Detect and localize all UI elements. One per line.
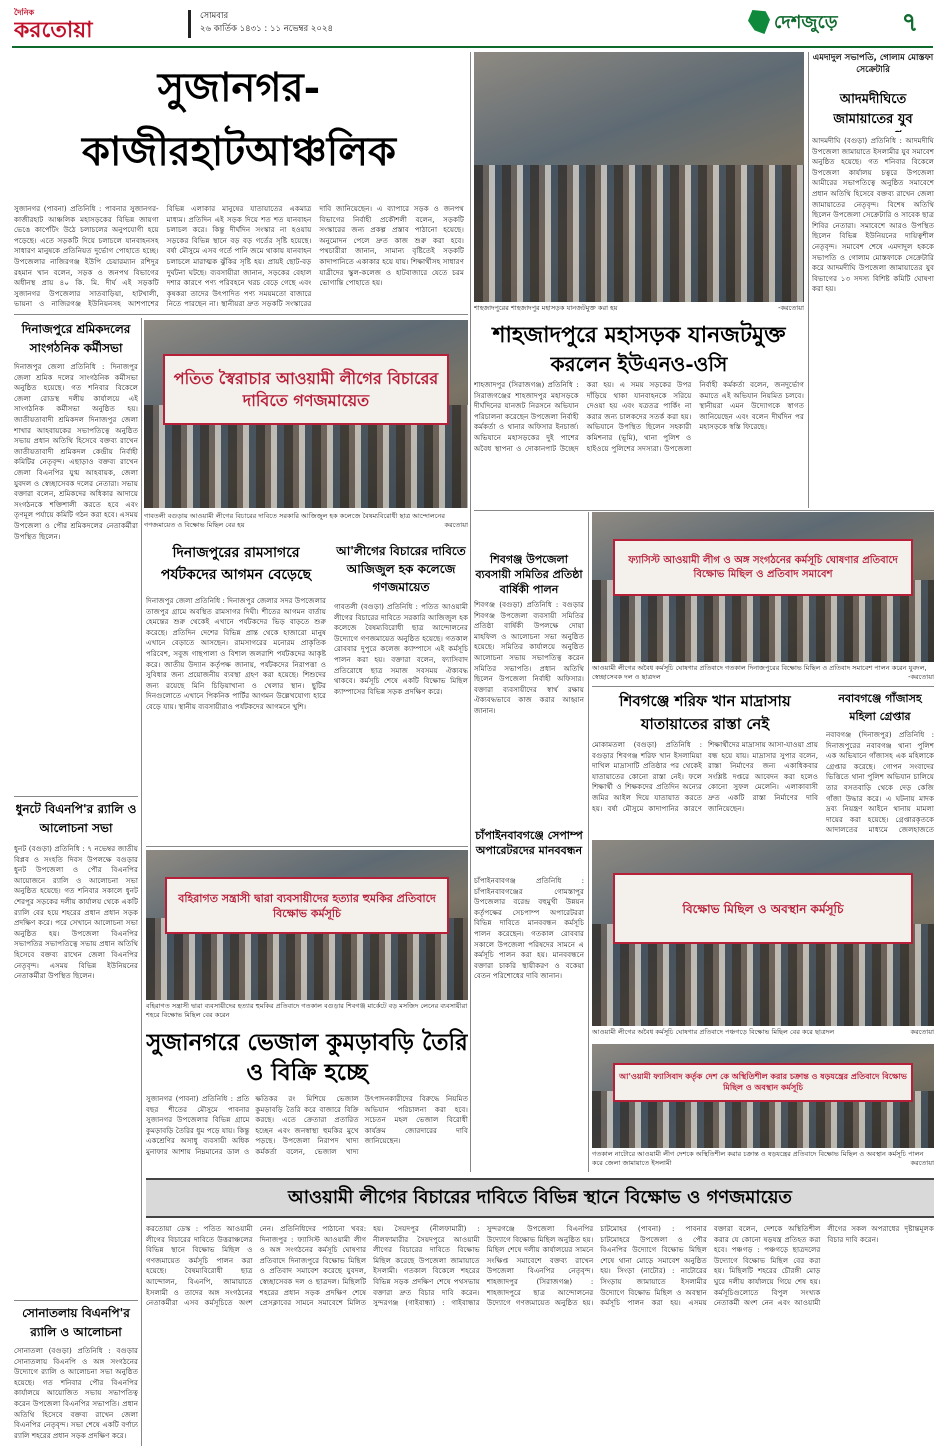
photo-dinajpur-credit: -করতোয়া <box>908 673 934 681</box>
photo-dinajpur-banner: ফ্যাসিস্ট আওয়ামী লীগ ও অঙ্গ সংগঠনের কর্মসূচি ঘোষণার প্রতিবাদে বিক্ষোভ মিছিল ও প্রতিবাদ সমাবেশ <box>613 539 914 596</box>
a7-headline: চাঁপাইনবাবগঞ্জে সেপাম্প অপারেটরদের মানববন্ধন <box>475 829 583 857</box>
a3-headline: দিনাজপুরে শ্রমিকদলের সাংগঠনিক কর্মীসভা <box>21 322 131 355</box>
column-rule <box>808 52 809 508</box>
a2-body: শাহজাদপুর (সিরাজগঞ্জ) প্রতিনিধি : সিরাজগঞ্জের শাহজাদপুর মহাসড়কে দীর্ঘদিনের যানজট নিরসনে অভিযান পরিচালনা করেছেন উপজেলা নির্বাহী কর্মকর্তা ও থানার অফিসার ইনচার্জ। অভিযানে মহাসড়কের দুই পাশের অবৈধ স্থাপনা ও দোকানপাট উচ্ছেদ করা হয়। এ সময় সড়কের উপর দাঁড়িয়ে থাকা যানবাহনকে সরিয়ে দেওয়া হয় এবং যত্রতত্র পার্কিং না করার জন্য চালকদের সতর্ক করা হয়। অভিযানে উপস্থিত ছিলেন সহকারী কমিশনার (ভূমি), থানা পুলিশ ও হাইওয়ে পুলিশের সদস্যরা। উপজেলা নির্বাহী কর্মকর্তা বলেন, জনদুর্ভোগ কমাতে এই অভিযান নিয়মিত চলবে। স্থানীয়রা এমন উদ্যোগকে স্বাগত জানিয়েছেন এবং বলেন দীর্ঘদিন পর মহাসড়কে স্বস্তি ফিরেছে। <box>474 380 804 453</box>
photo-bogura-caption: গাবতলী বগুড়ায় আওয়ামী লীগের বিচারের দাবিতে সরকারি আজিজুল হক কলেজে বৈষম্যবিরোধী ছাত্র আন্দোলনের গণজমায়েত ও বিক্ষোভ মিছিল বের হয় <box>144 512 445 529</box>
column-rule <box>470 52 471 1172</box>
a2-headline-2: করলেন ইউএনও-ওসি <box>550 352 728 376</box>
photo-bogura <box>144 320 468 508</box>
a6-body: শিবগঞ্জ (বগুড়া) প্রতিনিধি : বগুড়ার শিবগঞ্জ উপজেলা ব্যবসায়ী সমিতির প্রতিষ্ঠা বার্ষিকী উপলক্ষে দোয়া মাহফিল ও আলোচনা সভা অনুষ্ঠিত হয়েছে। সমিতির কার্যালয়ে অনুষ্ঠিত আলোচনা সভায় সভাপতিত্ব করেন সমিতির সভাপতি। প্রধান অতিথি ছিলেন উপজেলা নির্বাহী অফিসার। বক্তারা ব্যবসায়ীদের স্বার্থ রক্ষায় ঐক্যবদ্ধভাবে কাজ করার আহ্বান জানান। <box>474 600 584 715</box>
a12-body: সোনাতলা (বগুড়া) প্রতিনিধি : বগুড়ার সোনাতলায় বিএনপি ও অঙ্গ সংগঠনের উদ্যোগে র‌্যালি ও আলোচনা সভা অনুষ্ঠিত হয়েছে। গত শনিবার পৌর বিএনপির কার্যালয়ে আয়োজিত সভায় সভাপতিত্ব করেন উপজেলা বিএনপির সভাপতি। প্রধান অতিথি হিসেবে বক্তব্য রাখেন জেলা বিএনপির নেতৃবৃন্দ। সভা শেষে একটি বর্ণাঢ্য র‌্যালি শহরের প্রধান সড়ক প্রদক্ষিণ করে। <box>14 1346 138 1440</box>
photo-dinajpur-caption-wrap <box>592 664 934 684</box>
r1-headline: আদমদীঘিতে জামায়াতের যুব <box>833 92 913 127</box>
row-rule <box>474 510 934 511</box>
photo-top-credit: -করতোয়া <box>778 304 804 312</box>
page-number: ৭ <box>901 8 919 38</box>
a10-body: ধুনট (বগুড়া) প্রতিনিধি : ৭ নভেম্বর জাতীয় বিপ্লব ও সংহতি দিবস উপলক্ষে বগুড়ার ধুনট উপজেলা ও পৌর বিএনপির আয়োজনে র‌্যালি ও আলোচনা সভা অনুষ্ঠিত হয়েছে। গত শনিবার সকালে ধুনট শেরপুর সড়কের দলীয় কার্যালয় থেকে একটি র‌্যালি বের হয়ে শহরের প্রধান প্রধান সড়ক প্রদক্ষিণ করে। পরে সেখানে আলোচনা সভা অনুষ্ঠিত হয়। উপজেলা বিএনপির সভাপতির সভাপতিত্বে সভায় প্রধান অতিথি হিসেবে বক্তব্য রাখেন জেলা বিএনপির নেতৃবৃন্দ। এসময় বিভিন্ন ইউনিয়নের নেতাকর্মীরা উপস্থিত ছিলেন। <box>14 844 138 981</box>
a1-body: সুজানগর (পাবনা) প্রতিনিধি : পাবনার সুজানগর-কাজীরহাট আঞ্চলিক মহাসড়কের বিভিন্ন জায়গা ভেঙে কার্পেটিং উঠে চলাচলের অনুপযোগী হয়ে পড়েছে। এতে সড়কটি দিয়ে চলাচলে যানবাহনসহ সাধারণ মানুষকে প্রতিনিয়ত দুর্ভোগ পোহাতে হচ্ছে। উপজেলার নাজিরগঞ্জ ইউপি চেয়ারম্যান রশিদুর রহমান খান বলেন, সড়ক ও জনপথ বিভাগের অধীনস্থ প্রায় ৪০ কি. মি. দীর্ঘ এই সড়কটি সুজানগর উপজেলার সাতবাড়িয়া, হাটখালী, ভায়না ও নাজিরগঞ্জ ইউনিয়নসহ আশপাশের বিভিন্ন এলাকার মানুষের যাতায়াতের একমাত্র মাধ্যম। প্রতিদিন এই সড়ক দিয়ে শত শত যানবাহন চলাচল করে। কিন্তু দীর্ঘদিন সংস্কার না হওয়ায় সড়কের বিভিন্ন স্থানে বড় বড় গর্তের সৃষ্টি হয়েছে। বর্ষা মৌসুমে এসব গর্তে পানি জমে থাকায় যানবাহন চলাচলে মারাত্মক ঝুঁকির সৃষ্টি হয়। প্রায়ই ছোট-বড় দুর্ঘটনা ঘটছে। ব্যবসায়ীরা জানান, সড়কের বেহাল দশার কারণে পণ্য পরিবহনে খরচ বেড়ে গেছে এবং কৃষকরা তাদের উৎপাদিত পণ্য সময়মতো বাজারে নিতে পারছেন না। স্থানীয়রা দ্রুত সড়কটি সংস্কারের দাবি জানিয়েছেন। এ ব্যাপারে সড়ক ও জনপথ বিভাগের নির্বাহী প্রকৌশলী বলেন, সড়কটি সংস্কারের জন্য প্রকল্প প্রস্তাব পাঠানো হয়েছে। অনুমোদন পেলে দ্রুত কাজ শুরু করা হবে। পথচারীরা জানান, সামান্য বৃষ্টিতেই সড়কটি কাদাপানিতে একাকার হয়ে যায়। শিক্ষার্থীসহ সাধারণ যাত্রীদের স্কুল-কলেজ ও হাটবাজারে যেতে চরম ভোগান্তি পোহাতে হয়। <box>14 204 464 309</box>
photo-top-caption: শাহজাদপুরের শাহজাদপুর মহাসড়ক যানজটমুক্ত করা হয় <box>474 304 618 312</box>
row-rule <box>146 846 468 847</box>
a7-body: চাঁপাইনবাবগঞ্জ প্রতিনিধি : চাঁপাইনবাবগঞ্জের গোমস্তাপুর উপজেলার বরেন্দ্র বহুমুখী উন্নয়ন কর্তৃপক্ষের সেচপাম্প অপারেটররা বিভিন্ন দাবিতে মানববন্ধন কর্মসূচি পালন করেছেন। গতকাল রোববার সকালে উপজেলা পরিষদের সামনে এ কর্মসূচি পালন করা হয়। মানববন্ধনে বক্তারা চাকরি স্থায়ীকরণ ও বকেয়া বেতন পরিশোধের দাবি জানান। <box>474 876 584 981</box>
photo-panchagarh-caption-wrap <box>592 1028 934 1040</box>
photo-top <box>474 52 804 302</box>
column-rule <box>141 318 142 1446</box>
a11-body: সুজানগর (পাবনা) প্রতিনিধি : প্রতি বছর শীতের মৌসুমে পাবনার সুজানগর উপজেলার বিভিন্ন গ্রামে কুমড়াবড়ি তৈরির ধুম পড়ে যায়। কিন্তু একশ্রেণির অসাধু ব্যবসায়ী অধিক মুনাফার আশায় নিম্নমানের ডাল ও ক্ষতিকর রং মিশিয়ে ভেজাল কুমড়াবড়ি তৈরি করে বাজারে বিক্রি করছে। এতে ক্রেতারা প্রতারিত হচ্ছেন এবং জনস্বাস্থ্য হুমকির মুখে পড়ছে। উপজেলা নিরাপদ খাদ্য কর্মকর্তা বলেন, ভেজাল খাদ্য উৎপাদনকারীদের বিরুদ্ধে নিয়মিত অভিযান পরিচালনা করা হবে। সচেতন মহল ভেজাল বিরোধী কার্যক্রম জোরদারের দাবি জানিয়েছেন। <box>146 1094 468 1156</box>
photo-bazar <box>146 850 468 1000</box>
photo-natore <box>592 1044 934 1148</box>
masthead-day: সোমবার <box>200 11 229 21</box>
a8-body: মোকামতলা (বগুড়া) প্রতিনিধি : বগুড়ার শিবগঞ্জ শরিফ খান ইসলামিয়া দাখিল মাদ্রাসাটি প্রতিষ্ঠার পর থেকেই যাতায়াতের কোনো রাস্তা নেই। ফলে শিক্ষার্থী ও শিক্ষকদের প্রতিদিন অন্যের জমির আইল দিয়ে যাতায়াত করতে হয়। বর্ষা মৌসুমে কাদাপানির কারণে শিক্ষার্থীদের মাদ্রাসায় আসা-যাওয়া প্রায় বন্ধ হয়ে যায়। মাদ্রাসার সুপার বলেন, রাস্তা নির্মাণের জন্য একাধিকবার সংশ্লিষ্ট দপ্তরে আবেদন করা হলেও কোনো সুফল মেলেনি। এলাকাবাসী দ্রুত একটি রাস্তা নির্মাণের দাবি জানিয়েছেন। <box>592 740 818 813</box>
photo-bogura-banner: পতিত স্বৈরাচার আওয়ামী লীগের বিচারের দাবিতে গণজমায়েত <box>163 354 448 425</box>
paper-logo <box>14 8 174 44</box>
photo-panchagarh-banner: বিক্ষোভ মিছিল ও অবস্থান কর্মসূচি <box>613 873 914 944</box>
section-title: দেশজুড়ে <box>774 12 838 33</box>
photo-panchagarh-caption: আওয়ামী লীগের অবৈধ কর্মসূচি ঘোষণার প্রতিবাদে পঞ্চগড়ে বিক্ষোভ মিছিল বের করে ছাত্রদল <box>592 1028 835 1036</box>
a10-headline: ধুনটে বিএনপি'র র‌্যালি ও আলোচনা সভা <box>15 802 137 835</box>
bottom-headline: আওয়ামী লীগের বিচারের দাবিতে বিভিন্ন স্থানে বিক্ষোভ ও গণজমায়েত <box>288 1187 792 1208</box>
a6-headline: শিবগঞ্জ উপজেলা ব্যবসায়ী সমিতির প্রতিষ্ঠা বার্ষিকী পালন <box>475 553 583 596</box>
a4-headline: দিনাজপুরের রামসাগরে পর্যটকদের আগমন বেড়েছে <box>160 545 312 583</box>
row-rule <box>14 1300 138 1301</box>
photo-bogura-credit: করতোয়া <box>444 521 468 529</box>
photo-dinajpur-caption: আওয়ামী লীগের অবৈধ কর্মসূচি ঘোষণার প্রতিবাদে গতকাল দিনাজপুরের বিক্ষোভ মিছিল ও প্রতিবাদ সমাবেশ পালন করেন যুবদল, স্বেচ্ছাসেবক দল ও ছাত্রদল <box>592 664 927 681</box>
a11-headline: সুজানগরে ভেজাল কুমড়াবড়ি তৈরি ও বিক্রি হচ্ছে <box>146 1029 468 1086</box>
photo-dinajpur <box>592 512 934 662</box>
masthead-rule <box>12 46 933 48</box>
a8-headline: শিবগঞ্জে শরিফ খান মাদ্রাসায় যাতায়াতের রাস্তা নেই <box>619 692 791 733</box>
bangladesh-map-icon <box>748 10 770 34</box>
r1-kicker: এমদাদুল সভাপতি, গোলাম মোস্তফা সেক্রেটারি <box>812 53 934 75</box>
photo-bogura-caption-wrap <box>144 512 468 536</box>
photo-bazar-banner: বহিরাগত সন্ত্রাসী দ্বারা ব্যবসায়ীদের হত্যার হুমকির প্রতিবাদে বিক্ষোভ কর্মসূচি <box>165 877 448 934</box>
row-rule <box>592 686 934 687</box>
paper-logo-top: দৈনিক <box>14 8 35 17</box>
a9-body: নবাবগঞ্জ (দিনাজপুর) প্রতিনিধি : দিনাজপুরের নবাবগঞ্জ থানা পুলিশ এক অভিযানে গাঁজাসহ এক মহিলাকে গ্রেপ্তার করেছে। গোপন সংবাদের ভিত্তিতে থানা পুলিশ অভিযান চালিয়ে তার বসতবাড়ি থেকে দেড় কেজি গাঁজা উদ্ধার করে। এ ঘটনায় মাদক দ্রব্য নিয়ন্ত্রণ আইনে থানায় মামলা দায়ের করা হয়েছে। গ্রেপ্তারকৃতকে আদালতের মাধ্যমে জেলহাজতে <box>826 730 934 834</box>
masthead-dateline <box>200 10 460 40</box>
row-rule <box>14 796 138 797</box>
masthead-date: ২৬ কার্তিক ১৪৩১ : ১১ নভেম্বর ২০২৪ <box>200 24 334 34</box>
photo-panchagarh-credit: করতোয়া <box>910 1028 934 1036</box>
photo-top-caption-wrap <box>474 304 804 316</box>
paper-logo-name: করতোয়া <box>14 17 93 43</box>
photo-natore-caption: গতকাল নাটোরে আওয়ামী লীগ দেশকে অস্থিতিশীল করার চক্রান্ত ও ষড়যন্ত্রের প্রতিবাদে বিক্ষোভ মিছিল ও অবস্থান কর্মসূচি পালন করে জেলা জামায়াতে ইসলামী <box>592 1150 924 1167</box>
a12-headline: সোনাতলায় বিএনপি'র র‌্যালি ও আলোচনা <box>22 1306 130 1339</box>
masthead-divider <box>188 10 191 38</box>
photo-natore-caption-wrap <box>592 1150 934 1170</box>
photo-natore-banner: আ'ওয়ামী ফ্যাসিবাদ কর্তৃক দেশ কে অস্থিতিশীল করার চক্রান্ত ও ষড়যন্ত্রের প্রতিবাদে বিক্ষোভ মিছিল ও অবস্থান কর্মসূচি <box>613 1063 914 1103</box>
row-rule <box>14 314 468 315</box>
a9-headline: নবাবগঞ্জে গাঁজাসহ মহিলা গ্রেপ্তার <box>838 692 922 723</box>
a5-body: গাবতলী (বগুড়া) প্রতিনিধি : পতিত আওয়ামী লীগের বিচারের দাবিতে সরকারি আজিজুল হক কলেজে বৈষম্যবিরোধী ছাত্র আন্দোলনের উদ্যোগে গণজমায়েত অনুষ্ঠিত হয়েছে। গতকাল রোববার দুপুরে কলেজ ক্যাম্পাসে এই কর্মসূচি পালন করা হয়। বক্তারা বলেন, ফ্যাসিবাদ প্রতিরোধে ছাত্র সমাজ সবসময় ঐক্যবদ্ধ থাকবে। কর্মসূচি শেষে একটি বিক্ষোভ মিছিল ক্যাম্পাসের বিভিন্ন সড়ক প্রদক্ষিণ করে। <box>334 602 468 696</box>
photo-natore-credit: করতোয়া <box>910 1159 934 1167</box>
bottom-banner <box>146 1178 934 1218</box>
a2-headline-1: শাহজাদপুরে মহাসড়ক যানজটমুক্ত <box>492 322 786 348</box>
a1-headline: সুজানগর-কাজীরহাটআঞ্চলিক <box>81 64 397 175</box>
a5-headline: আ'লীগের বিচারের দাবিতে আজিজুল হক কলেজে গণজমায়েত <box>336 544 466 594</box>
r1-body: আদমদীঘি (বগুড়া) প্রতিনিধি : আদমদীঘি উপজেলা জামায়াতে ইসলামীর যুব সমাবেশ অনুষ্ঠিত হয়েছে। গত শনিবার বিকেলে উপজেলা কার্যালয় চত্বরে উপজেলা আমীরের সভাপতিত্বে অনুষ্ঠিত সমাবেশে প্রধান অতিথি হিসেবে বক্তব্য রাখেন জেলা জামায়াতের নেতৃবৃন্দ। বিশেষ অতিথি ছিলেন উপজেলা সেক্রেটারি ও সাবেক ছাত্র শিবির নেতারা। সমাবেশে আরও উপস্থিত ছিলেন বিভিন্ন ইউনিয়নের দায়িত্বশীল নেতৃবৃন্দ। সমাবেশ শেষে এমদাদুল হককে সভাপতি ও গোলাম মোস্তফাকে সেক্রেটারি করে আদমদীঘি উপজেলা জামায়াতের যুব বিভাগের ১৩ সদস্য বিশিষ্ট কমিটি ঘোষণা করা হয়। <box>812 136 934 294</box>
photo-panchagarh <box>592 840 934 1026</box>
a4-body: দিনাজপুর জেলা প্রতিনিধি : দিনাজপুর জেলার সদর উপজেলার তাজপুর গ্রামে অবস্থিত রামসাগর দিঘী। শীতের আগমন বার্তায় হেমন্তের শুরু থেকেই এখানে পর্যটকদের ভিড় বাড়তে শুরু করেছে। প্রতিদিন দেশের বিভিন্ন প্রান্ত থেকে হাজারো মানুষ এখানে বেড়াতে আসছেন। রামসাগরের মনোরম প্রাকৃতিক পরিবেশ, সবুজ গাছপালা ও বিশাল জলরাশি পর্যটকদের আকৃষ্ট করে। জাতীয় উদ্যান কর্তৃপক্ষ জানায়, পর্যটকদের নিরাপত্তা ও সুবিধার জন্য প্রয়োজনীয় ব্যবস্থা গ্রহণ করা হয়েছে। শিশুদের জন্য রয়েছে মিনি চিড়িয়াখানা ও খেলার স্থান। ছুটির দিনগুলোতে এখানে পিকনিক পার্টির আগমন উল্লেখযোগ্য হারে বেড়ে যায়। স্থানীয় ব্যবসায়ীরাও পর্যটকদের আগমনে খুশি। <box>146 596 326 711</box>
photo-bazar-caption: বহিরাগত সন্ত্রাসী দ্বারা ব্যবসায়ীদের হত্যার হুমকির প্রতিবাদে গতকাল বগুড়ার শিবগঞ্জ মার্কেটে বড় মসজিদ লেনের ব্যবসায়ীরা শহরে বিক্ষোভ মিছিল বের করেন <box>146 1002 468 1019</box>
bottom-body: করতোয়া ডেস্ক : পতিত আওয়ামী লীগের বিচারের দাবিতে উত্তরাঞ্চলের বিভিন্ন স্থানে বিক্ষোভ মিছিল ও গণজমায়েত কর্মসূচি পালন করা হয়েছে। বৈষম্যবিরোধী ছাত্র আন্দোলন, বিএনপি, জামায়াতে ইসলামী ও তাদের অঙ্গ সংগঠনের নেতাকর্মীরা এসব কর্মসূচিতে অংশ নেন। প্রতিনিধিদের পাঠানো খবর: দিনাজপুর : ফ্যাসিস্ট আওয়ামী লীগ ও অঙ্গ সংগঠনের কর্মসূচি ঘোষণার প্রতিবাদে দিনাজপুরে বিক্ষোভ মিছিল ও প্রতিবাদ সমাবেশ করেছে যুবদল, স্বেচ্ছাসেবক দল ও ছাত্রদল। মিছিলটি শহরের প্রধান সড়ক প্রদক্ষিণ শেষে প্রেসক্লাবের সামনে সমাবেশে মিলিত হয়। সৈয়দপুর (নীলফামারী) : নীলফামারীর সৈয়দপুরে আওয়ামী লীগের বিচারের দাবিতে বিক্ষোভ মিছিল করেছে উপজেলা জামায়াতে ইসলামী। গতকাল বিকেলে শহরের বিভিন্ন সড়ক প্রদক্ষিণ শেষে পথসভায় বক্তারা দ্রুত বিচার দাবি করেন। সুন্দরগঞ্জ (গাইবান্ধা) : গাইবান্ধার সুন্দরগঞ্জে উপজেলা বিএনপির উদ্যোগে বিক্ষোভ মিছিল অনুষ্ঠিত হয়। মিছিল শেষে দলীয় কার্যালয়ের সামনে সংক্ষিপ্ত সমাবেশে বক্তব্য রাখেন উপজেলা বিএনপির নেতৃবৃন্দ। শাহজাদপুর (সিরাজগঞ্জ) : শাহজাদপুরে ছাত্র আন্দোলনের উদ্যোগে গণজমায়েত অনুষ্ঠিত হয়। চাটমোহর (পাবনা) : পাবনার চাটমোহরে উপজেলা ও পৌর বিএনপির উদ্যোগে বিক্ষোভ মিছিল শেষে থানা মোড়ে সমাবেশ অনুষ্ঠিত হয়। সিংড়া (নাটোর) : নাটোরের সিংড়ায় জামায়াতে ইসলামীর উদ্যোগে বিক্ষোভ মিছিল ও অবস্থান কর্মসূচি পালন করা হয়। এসময় বক্তারা বলেন, দেশকে অস্থিতিশীল করার যে কোনো ষড়যন্ত্র প্রতিহত করা হবে। পঞ্চগড় : পঞ্চগড়ে ছাত্রদলের উদ্যোগে বিক্ষোভ মিছিল বের করা হয়। মিছিলটি শহরের চৌরঙ্গী মোড় ঘুরে দলীয় কার্যালয়ে গিয়ে শেষ হয়। কর্মসূচিগুলোতে বিপুল সংখ্যক নেতাকর্মী অংশ নেন এবং আওয়ামী লীগের সকল অপরাধের দৃষ্টান্তমূলক বিচার দাবি করেন। <box>146 1224 934 1308</box>
column-rule <box>588 512 589 1172</box>
a3-body: দিনাজপুর জেলা প্রতিনিধি : দিনাজপুর জেলা শ্রমিক দলের সাংগঠনিক কর্মীসভা অনুষ্ঠিত হয়েছে। গত শনিবার বিকেলে জেলা রোডস্থ দলীয় কার্যালয়ে এই সাংগঠনিক কর্মীসভা অনুষ্ঠিত হয়। জাতীয়তাবাদী শ্রমিকদল দিনাজপুর জেলা শাখার আহবায়কের সভাপতিত্বে অনুষ্ঠিত সভায় প্রধান অতিথি হিসেবে বক্তব্য রাখেন জাতীয়তাবাদী শ্রমিকদল কেন্দ্রীয় নির্বাহী কমিটির নেতৃবৃন্দ। এছাড়াও বক্তব্য রাখেন জেলা বিএনপির যুগ্ম আহবায়ক, জেলা যুবদল ও স্বেচ্ছাসেবক দলের নেতারা। সভায় বক্তারা বলেন, শ্রমিকদের অধিকার আদায়ে সংগঠনকে শক্তিশালী করতে হবে এবং তৃণমূল পর্যায়ে কমিটি গঠন করা হবে। এসময় উপজেলা ও পৌর শ্রমিকদলের নেতাকর্মীরা উপস্থিত ছিলেন। <box>14 362 138 541</box>
